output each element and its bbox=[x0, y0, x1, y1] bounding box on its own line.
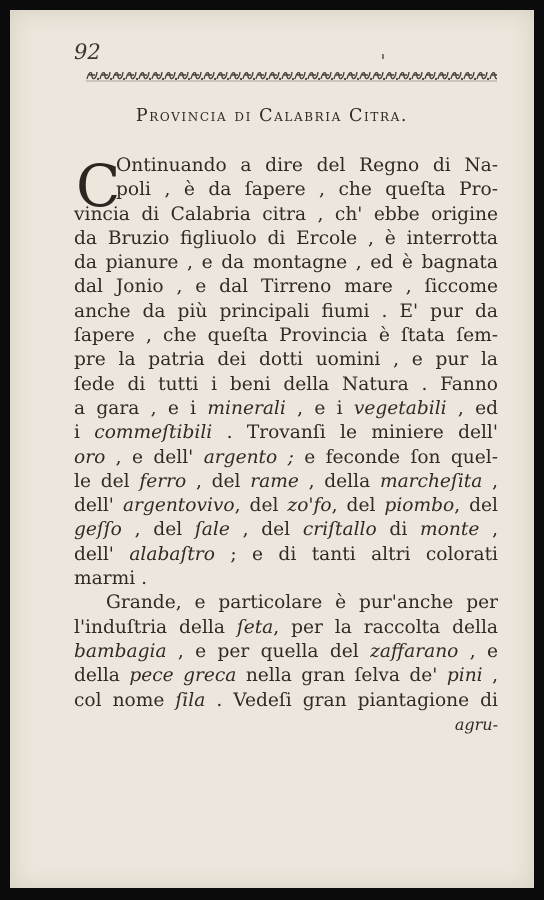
text-line bbox=[74, 300, 498, 324]
text-run: ; e di tanti altri colorati bbox=[214, 543, 498, 565]
text-line bbox=[74, 543, 498, 567]
italic-run: commeſtibili bbox=[94, 422, 213, 444]
italic-run: marcheſita bbox=[379, 470, 483, 492]
text-run: , bbox=[482, 665, 498, 687]
italic-run: zaffarano bbox=[370, 640, 459, 662]
text-run: nella gran ſelva de' bbox=[236, 665, 447, 687]
text-run: , bbox=[482, 470, 498, 492]
text-run: e feconde ſon quel- bbox=[293, 446, 498, 468]
italic-run: argentovivo bbox=[122, 495, 235, 517]
italic-run: ſila bbox=[175, 689, 206, 711]
text-run: le del bbox=[74, 470, 140, 492]
text-run: dal Jonio , e dal Tirreno mare , ſiccome bbox=[74, 276, 498, 298]
text-run: , ed bbox=[446, 397, 498, 419]
text-run: dell' bbox=[74, 495, 123, 517]
text-line bbox=[74, 421, 498, 445]
text-run: da Bruzio figliuolo di Ercole , è interrotta bbox=[74, 227, 498, 249]
text-run: , del bbox=[229, 519, 303, 541]
text-run: , del bbox=[331, 495, 385, 517]
italic-run: pini bbox=[446, 665, 483, 687]
page-number: 92 bbox=[74, 40, 101, 64]
text-run: Grande, e particolare è pur'anche per bbox=[106, 592, 498, 614]
text-line bbox=[74, 178, 498, 202]
text-line bbox=[74, 664, 498, 688]
text-run: , del bbox=[454, 495, 498, 517]
text-run: della bbox=[74, 665, 130, 687]
italic-run: zo'fo bbox=[287, 495, 332, 517]
italic-run: bambagia bbox=[74, 640, 167, 662]
drop-cap: C bbox=[76, 152, 121, 220]
text-line bbox=[74, 251, 498, 275]
italic-run: criſtallo bbox=[302, 519, 377, 541]
text-run: , bbox=[479, 519, 498, 541]
text-run: , del bbox=[121, 519, 195, 541]
text-line bbox=[74, 324, 498, 348]
text-line bbox=[74, 616, 498, 640]
text-line bbox=[74, 397, 498, 421]
italic-run: ſeta bbox=[236, 616, 274, 638]
text-line bbox=[74, 567, 498, 591]
italic-run: monte bbox=[420, 519, 480, 541]
text-line bbox=[74, 640, 498, 664]
italic-run: argento ; bbox=[203, 446, 294, 468]
text-run: ſapere , che queſta Provincia è ſtata ſem- bbox=[74, 325, 498, 347]
text-run: anche da più principali fiumi . E' pur da bbox=[74, 300, 498, 322]
text-line bbox=[74, 348, 498, 372]
text-line bbox=[74, 227, 498, 251]
text-run: , del bbox=[234, 495, 288, 517]
text-run: , della bbox=[298, 470, 380, 492]
text-run: i bbox=[74, 422, 95, 444]
text-run: col nome bbox=[74, 689, 176, 711]
italic-run: piombo bbox=[384, 495, 455, 517]
text-line bbox=[74, 591, 498, 615]
text-run: ſede di tutti i beni della Natura . Fanno bbox=[74, 373, 498, 395]
text-run: . Trovanſi le miniere dell' bbox=[212, 422, 498, 444]
text-run: vincia di Calabria citra , ch' ebbe origine bbox=[74, 203, 498, 225]
text-run: da pianure , e da montagne , ed è bagnata bbox=[74, 252, 498, 274]
italic-run: ferro bbox=[139, 470, 187, 492]
text-run: , e per quella del bbox=[166, 640, 371, 662]
italic-run: ſale bbox=[194, 519, 230, 541]
text-run: . Vedeſi gran piantagione di bbox=[205, 689, 498, 711]
ink-mark bbox=[382, 54, 384, 59]
text-line bbox=[74, 446, 498, 470]
text-run: , e dell' bbox=[105, 446, 204, 468]
body-text bbox=[74, 154, 498, 737]
text-line bbox=[74, 373, 498, 397]
text-run: a gara , e i bbox=[74, 397, 208, 419]
text-run: dell' bbox=[74, 543, 130, 565]
text-run: , e i bbox=[285, 397, 354, 419]
text-line bbox=[74, 470, 498, 494]
italic-run: alabaſtro bbox=[129, 543, 215, 565]
text-run: marmi . bbox=[74, 568, 148, 590]
text-run: , e bbox=[458, 640, 498, 662]
text-run: , del bbox=[186, 470, 251, 492]
italic-run: vegetabili bbox=[353, 397, 447, 419]
decorative-border-ornament bbox=[86, 68, 497, 82]
catchword: agru- bbox=[454, 714, 498, 734]
text-run: , per la raccolta della bbox=[273, 616, 499, 638]
text-line bbox=[74, 494, 498, 518]
italic-run: rame bbox=[250, 470, 299, 492]
italic-run: geſſo bbox=[74, 519, 122, 541]
text-line bbox=[74, 275, 498, 299]
italic-run: minerali bbox=[207, 397, 286, 419]
italic-run: oro bbox=[74, 446, 106, 468]
text-run: pre la patria dei dotti uomini , e pur la bbox=[74, 349, 498, 371]
italic-run: pece greca bbox=[129, 665, 237, 687]
text-line bbox=[74, 518, 498, 542]
text-line bbox=[74, 203, 498, 227]
text-line bbox=[74, 154, 498, 178]
book-page bbox=[10, 10, 534, 888]
text-run: l'induſtria della bbox=[74, 616, 237, 638]
text-run: poli , è da ſapere , che queſta Pro- bbox=[116, 179, 498, 201]
text-line bbox=[74, 689, 498, 713]
text-run: Ontinuando a dire del Regno di Na- bbox=[116, 155, 498, 176]
text-run: di bbox=[376, 519, 421, 541]
section-heading: Provincia di Calabria Citra. bbox=[135, 106, 409, 126]
